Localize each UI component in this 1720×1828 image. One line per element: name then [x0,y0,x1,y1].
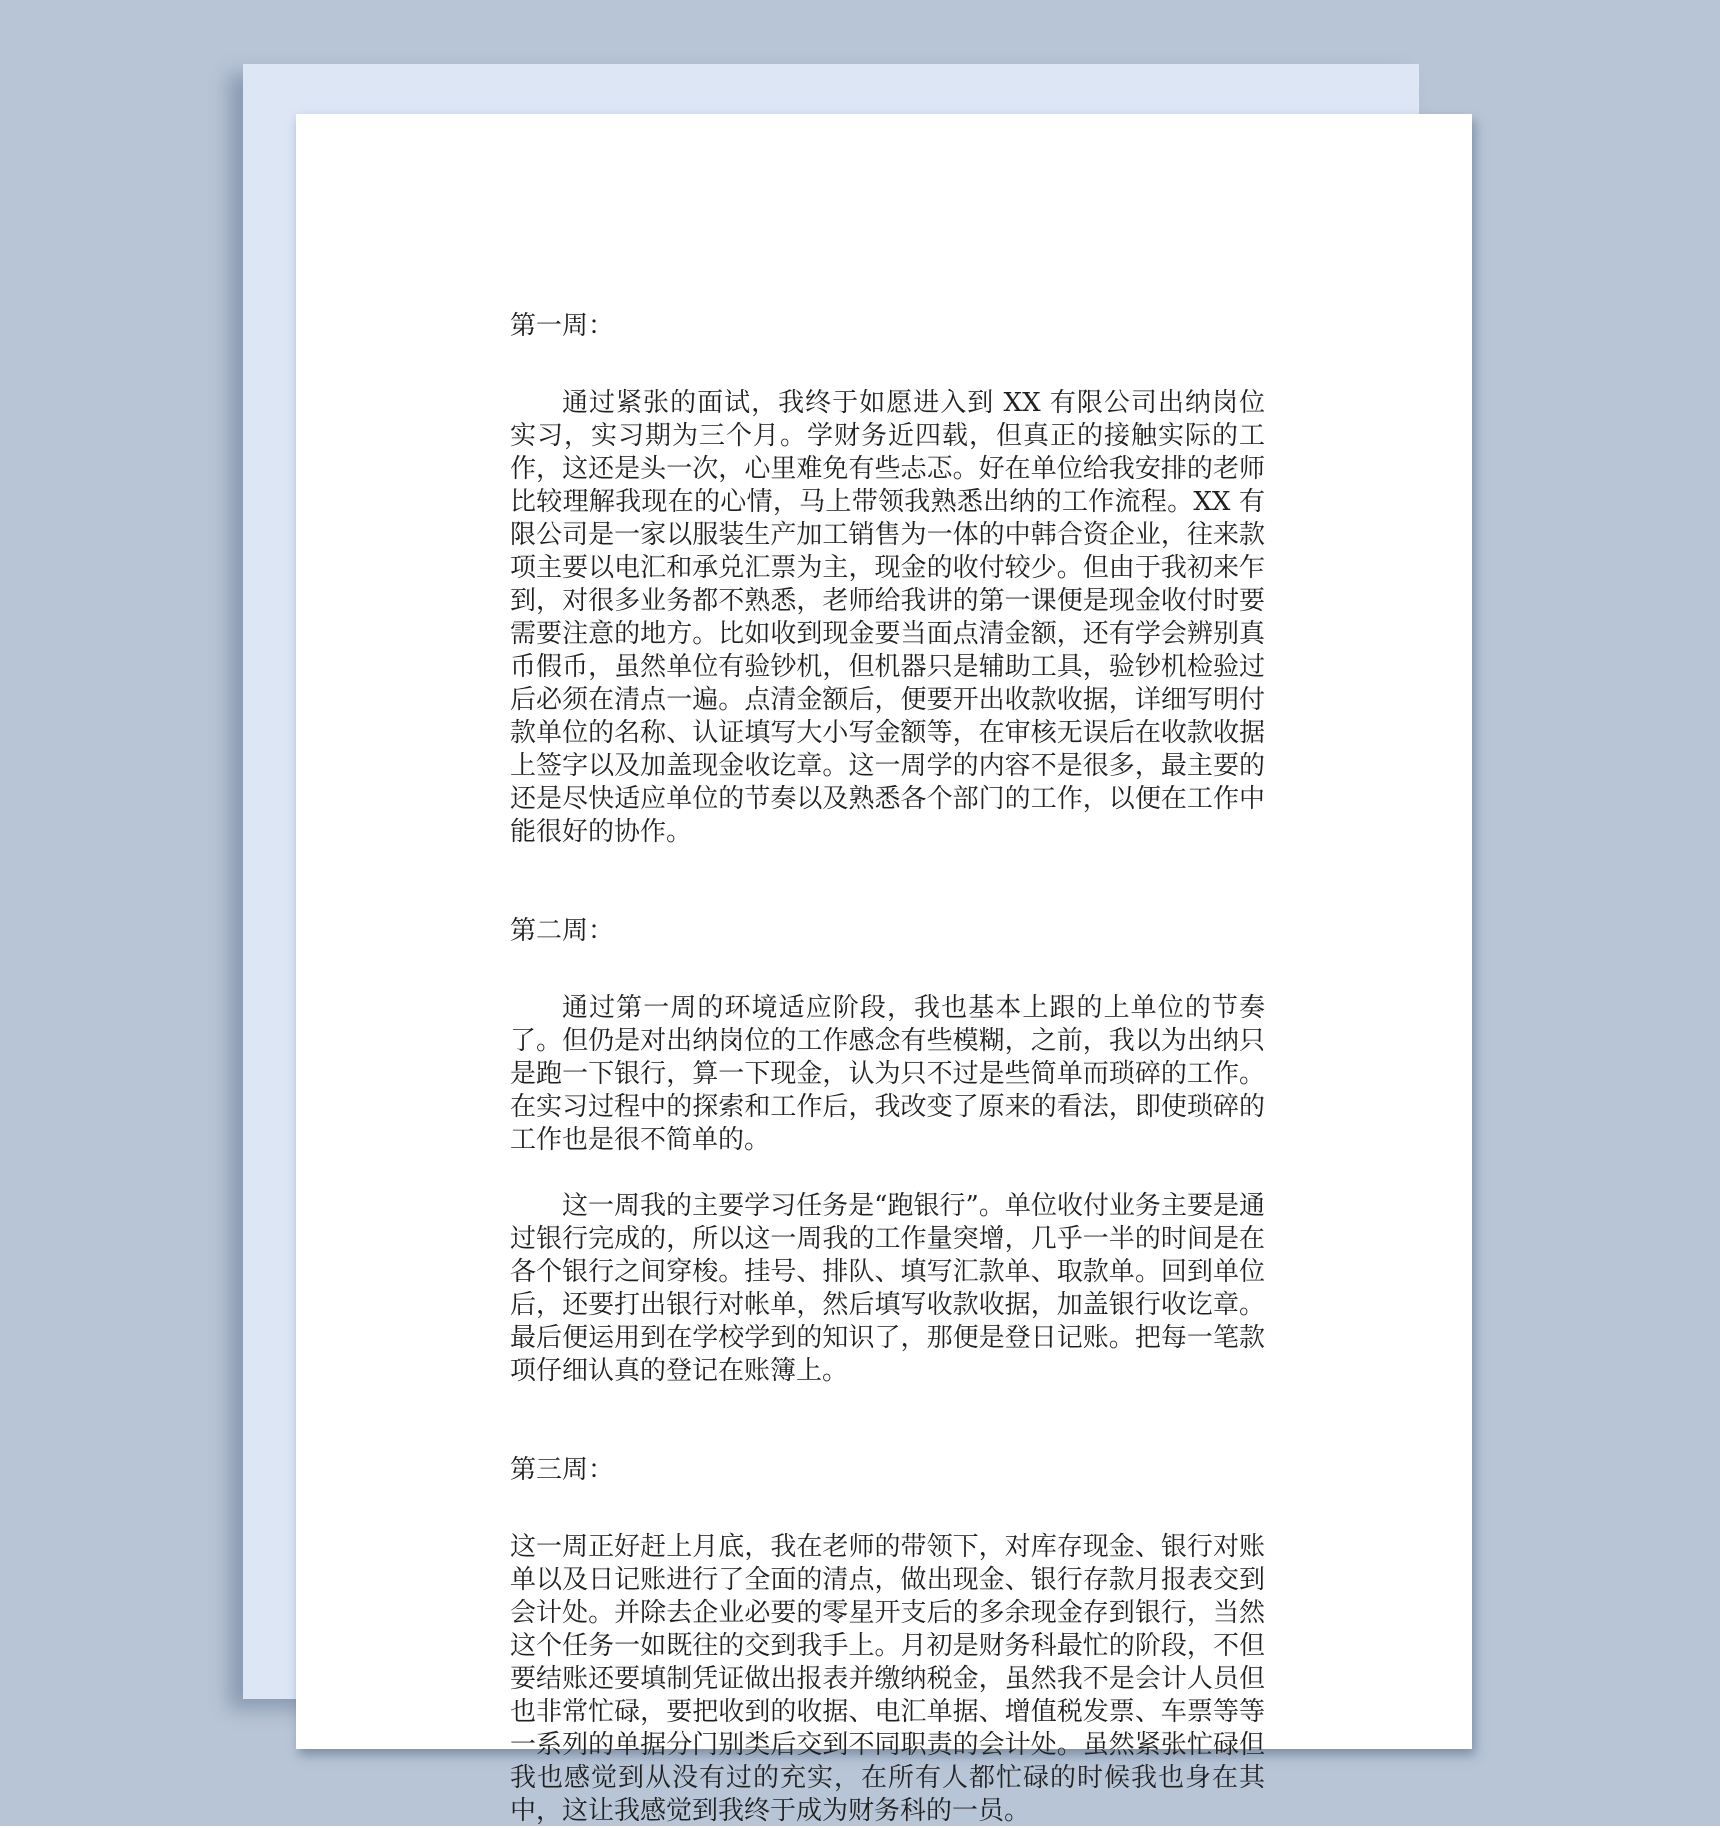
paragraph: 通过第一周的环境适应阶段，我也基本上跟的上单位的节奏了。但仍是对出纳岗位的工作感念有些模糊，之前，我以为出纳只是跑一下银行，算一下现金，认为只不过是些简单而琐碎的工作。在实习过程中的探索和工作后，我改变了原来的看法，即使琐碎的工作也是很不简单的。 [510,993,1265,1155]
paragraph: 这一周正好赶上月底，我在老师的带领下，对库存现金、银行对账单以及日记账进行了全面的清点，做出现金、银行存款月报表交到会计处。并除去企业必要的零星开支后的多余现金存到银行，当然这个任务一如既往的交到我手上。月初是财务科最忙的阶段，不但要结账还要填制凭证做出报表并缴纳税金，虽然我不是会计人员但也非常忙碌，要把收到的收据、电汇单据、增值税发票、车票等等一系列的单据分门别类后交到不同职责的会计处。虽然紧张忙碌但我也感觉到从没有过的充实，在所有人都忙碌的时候我也身在其中，这让我感觉到我终于成为财务科的一员。 [510,1532,1265,1826]
section-heading-1: 第一周： [510,311,615,341]
document-content [510,310,1265,1828]
paragraph: 通过紧张的面试，我终于如愿进入到 XX 有限公司出纳岗位实习，实习期为三个月。学财务近四载，但真正的接触实际的工作，这还是头一次，心里难免有些忐忑。好在单位给我安排的老师比较理解我现在的心情，马上带领我熟悉出纳的工作流程。XX 有限公司是一家以服装生产加工销售为一体的中韩合资企业，往来款项主要以电汇和承兑汇票为主，现金的收付较少。但由于我初来乍到，对很多业务都不熟悉，老师给我讲的第一课便是现金收付时要需要注意的地方。比如收到现金要当面点清金额，还有学会辨别真币假币，虽然单位有验钞机，但机器只是辅助工具，验钞机检验过后必须在清点一遍。点清金额后，便要开出收款收据，详细写明付款单位的名称、认证填写大小写金额等，在审核无误后在收款收据上签字以及加盖现金收讫章。这一周学的内容不是很多，最主要的还是尽快适应单位的节奏以及熟悉各个部门的工作，以便在工作中能很好的协作。 [510,388,1265,847]
section-heading-2: 第二周： [510,916,615,946]
section-heading-3: 第三周： [510,1455,615,1485]
paragraph: 这一周我的主要学习任务是“跑银行”。单位收付业务主要是通过银行完成的，所以这一周我的工作量突增，几乎一半的时间是在各个银行之间穿梭。挂号、排队、填写汇款单、取款单。回到单位后，还要打出银行对帐单，然后填写收款收据，加盖银行收讫章。最后便运用到在学校学到的知识了，那便是登日记账。把每一笔款项仔细认真的登记在账簿上。 [510,1191,1265,1386]
document-page [296,114,1472,1826]
